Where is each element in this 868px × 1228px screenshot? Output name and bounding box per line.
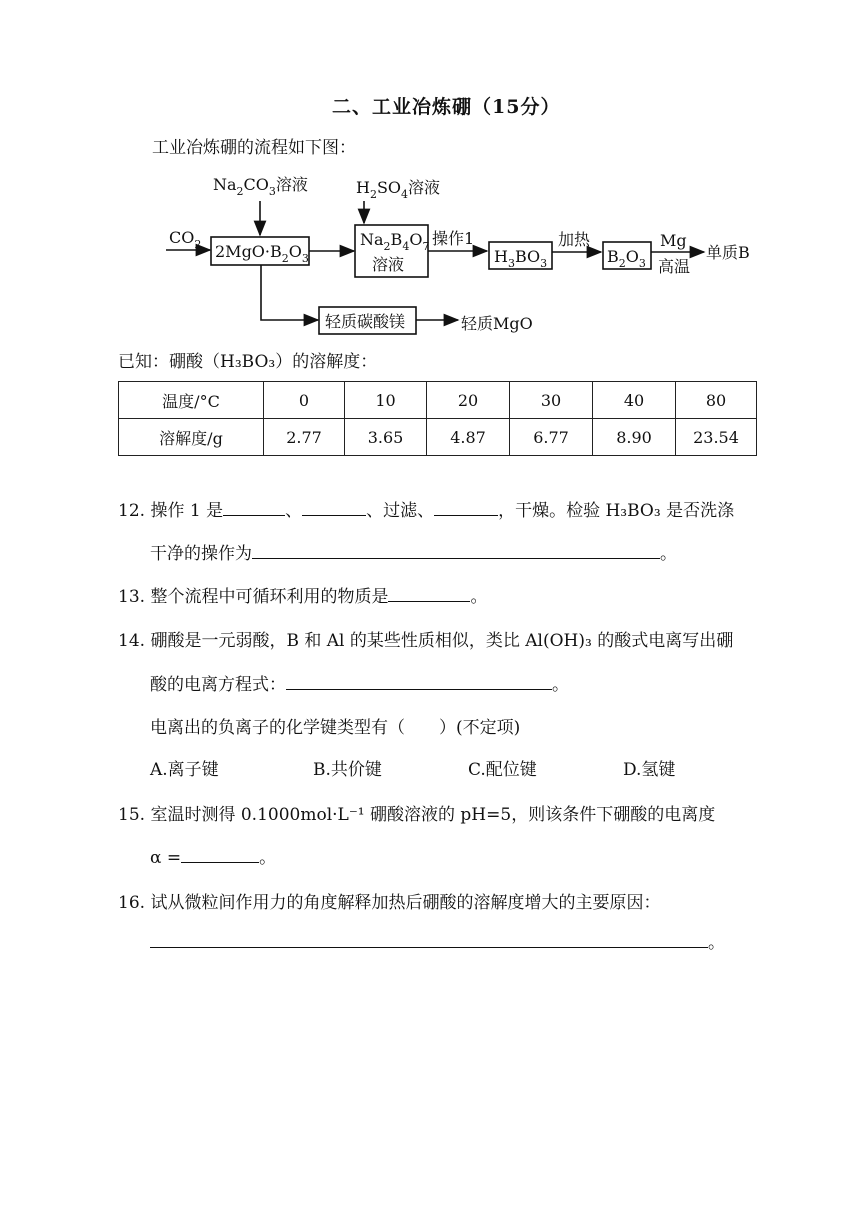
q13-blank[interactable] xyxy=(388,583,470,602)
known-label: 已知：硼酸（H₃BO₃）的溶解度： xyxy=(118,352,378,372)
q12-text-b: 、 xyxy=(285,501,303,521)
table-cell: 23.54 xyxy=(676,419,757,456)
mg-label: Mg xyxy=(660,231,687,250)
question-14 xyxy=(118,626,733,651)
table-header-cell: 温度/°C xyxy=(119,382,264,419)
q14-line2-text: 酸的电离方程式： xyxy=(150,675,286,695)
table-row xyxy=(119,382,757,419)
q16-end: 。 xyxy=(708,933,725,953)
table-header-cell: 溶解度/g xyxy=(119,419,264,456)
q12-line2-text: 干净的操作为 xyxy=(150,544,252,564)
question-15-line2 xyxy=(150,843,276,868)
q16-blank[interactable] xyxy=(150,929,708,948)
q12-text-a: 操作 1 是 xyxy=(150,501,224,521)
product-b-label: 单质B xyxy=(706,243,750,262)
q12-text-c: 、过滤、 xyxy=(366,501,435,521)
solubility-table xyxy=(118,381,757,456)
q14-option-a[interactable]: A.离子键 xyxy=(150,760,219,780)
table-cell: 0 xyxy=(264,382,345,419)
table-cell: 20 xyxy=(427,382,510,419)
q12-blank-2[interactable] xyxy=(302,497,366,516)
na2co3-reagent-label: $Na_2CO_3$溶液 xyxy=(213,175,308,198)
q13-number: 13. xyxy=(118,587,146,607)
question-13 xyxy=(118,582,487,607)
table-cell: 10 xyxy=(345,382,427,419)
q14-line1: 硼酸是一元弱酸，B 和 Al 的某些性质相似，类比 Al(OH)₃ 的酸式电离写出硼 xyxy=(150,631,734,651)
table-cell: 3.65 xyxy=(345,419,427,456)
high-temp-label: 高温 xyxy=(658,257,691,276)
flow-intro: 工业冶炼硼的流程如下图： xyxy=(152,138,356,158)
q14-line3: 电离出的负离子的化学键类型有（ ）(不定项) xyxy=(150,718,521,738)
process-flow-diagram xyxy=(0,0,868,345)
q15-number: 15. xyxy=(118,805,146,825)
question-12-line2 xyxy=(150,539,677,564)
h3bo3-label: $H_3BO_3$ xyxy=(494,247,548,270)
table-cell: 8.90 xyxy=(593,419,676,456)
q16-number: 16. xyxy=(118,893,146,913)
product-mgo-label: 轻质MgO xyxy=(461,314,533,333)
table-cell: 80 xyxy=(676,382,757,419)
b2o3-label: $B_2O_3$ xyxy=(607,247,646,270)
question-15 xyxy=(118,800,715,825)
light-mgco3-label: 轻质碳酸镁 xyxy=(325,312,406,331)
q12-blank-1[interactable] xyxy=(223,497,285,516)
q12-blank-4[interactable] xyxy=(252,540,660,559)
q14-line2-end: 。 xyxy=(552,675,569,695)
q16-line1: 试从微粒间作用力的角度解释加热后硼酸的溶解度增大的主要原因： xyxy=(150,893,661,913)
q14-option-d[interactable]: D.氢键 xyxy=(623,760,676,780)
q14-blank[interactable] xyxy=(286,671,552,690)
q13-text: 整个流程中可循环利用的物质是 xyxy=(150,587,389,607)
q12-text-d: ，干燥。检验 H₃BO₃ 是否洗涤 xyxy=(498,501,735,521)
q12-number: 12. xyxy=(118,501,146,521)
branch-line xyxy=(261,265,318,320)
q15-end: 。 xyxy=(259,848,277,868)
q12-end: 。 xyxy=(660,544,677,564)
q15-line1: 室温时测得 0.1000mol·L⁻¹ 硼酸溶液的 pH=5，则该条件下硼酸的电离度 xyxy=(150,805,716,825)
question-16-line2 xyxy=(150,928,725,953)
section-title: 二、工业冶炼硼（15分） xyxy=(332,96,561,118)
na2b4o7-label: $Na_2B_4O_7$ xyxy=(360,230,430,253)
table-cell: 30 xyxy=(510,382,593,419)
mgo-b2o3-label: $2MgO\cdot B_2O_3$ xyxy=(215,242,309,265)
question-16 xyxy=(118,888,660,913)
table-cell: 6.77 xyxy=(510,419,593,456)
q12-blank-3[interactable] xyxy=(434,497,498,516)
q14-option-b[interactable]: B.共价键 xyxy=(313,760,382,780)
q15-blank[interactable] xyxy=(181,844,259,863)
q14-option-c[interactable]: C.配位键 xyxy=(468,760,537,780)
op1-label: 操作1 xyxy=(432,229,475,248)
question-14-line2 xyxy=(150,670,569,695)
table-cell: 40 xyxy=(593,382,676,419)
na2b4o7-solution-label: 溶液 xyxy=(372,255,405,274)
table-cell: 2.77 xyxy=(264,419,345,456)
q13-end: 。 xyxy=(470,587,488,607)
q14-number: 14. xyxy=(118,631,146,651)
q15-alpha: α = xyxy=(150,848,182,868)
table-row xyxy=(119,419,757,456)
h2so4-reagent-label: $H_2SO_4$溶液 xyxy=(356,178,441,201)
heat-label: 加热 xyxy=(558,230,591,249)
table-cell: 4.87 xyxy=(427,419,510,456)
question-12 xyxy=(118,496,734,521)
co2-label: $CO_2$ xyxy=(169,228,202,251)
